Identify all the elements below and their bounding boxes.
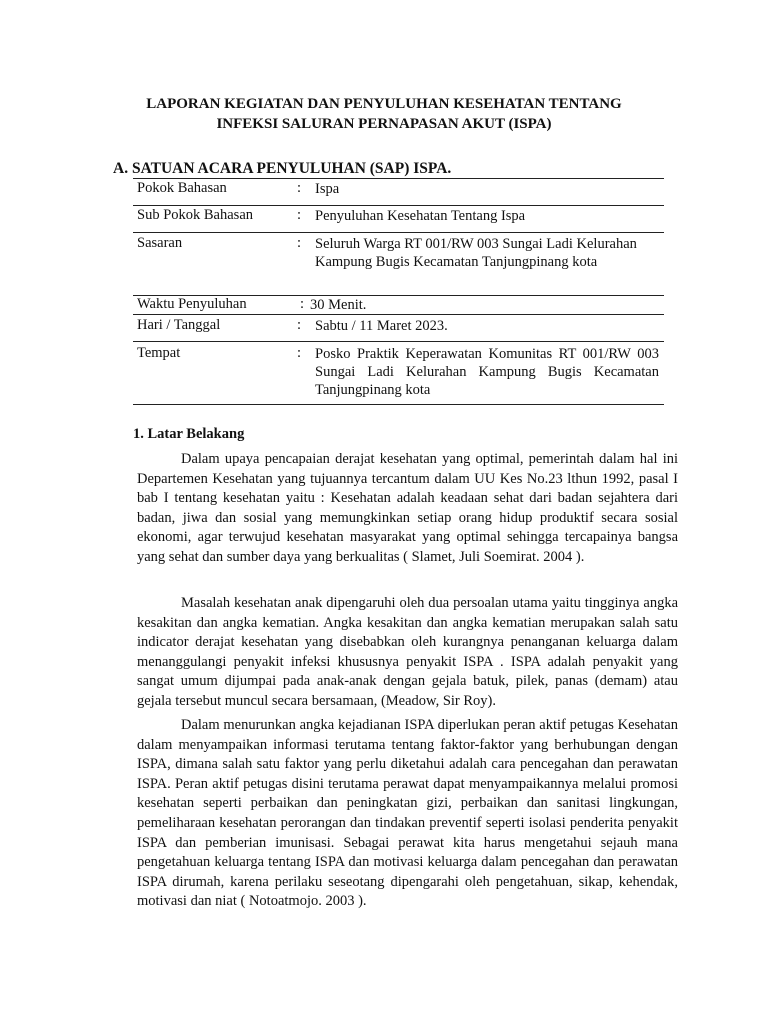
title-line-2: INFEKSI SALURAN PERNAPASAN AKUT (ISPA) [216,116,552,132]
subheading: 1. Latar Belakang [133,426,245,442]
title-line-1: LAPORAN KEGIATAN DAN PENYULUHAN KESEHATAN TENTANG [146,96,622,112]
paragraph: Dalam upaya pencapaian derajat kesehatan yang optimal, pemerintah dalam hal ini Departemen Kesehatan yang tujuannya tercantum dalam UU Kes No.23 lthun 1992, pasal I bab I tentang kesehatan yaitu : Kesehatan adalah keadaan sehat dari badan sejahtera dari badan, jiwa dan sosial yang memungkinkan setiap orang hidup produktif secara sosial ekonomi, agar terwujud kesehatan masyarakat yang optimal sehingga tercapainya bangsa yang sehat dan sumber daya yang berkualitas ( Slamet, Juli Soemirat. 2004 ). [137,451,678,565]
table-value: Sabtu / 11 Maret 2023. [315,318,448,334]
document-title [0,94,768,134]
table-value: Posko Praktik Keperawatan Komunitas RT 001/RW 003 Sungai Ladi Kelurahan Kampung Bugis Kecamatan Tanjungpinang kota [315,346,659,398]
paragraph: Dalam menurunkan angka kejadianan ISPA diperlukan peran aktif petugas Kesehatan dalam menyampaikan informasi terutama tentang faktor-faktor yang berhubungan dengan ISPA, dimana salah satu faktor yang perlu diketahui adalah cara pencegahan dan perawatan ISPA. Peran aktif petugas disini terutama perawat dapat menyampaikannya melalui promosi kesehatan seperti perbaikan dan peningkatan gizi, perbaikan dan sanitasi lingkungan, pemeliharaan kesehatan perorangan dan tindakan preventif seperti isolasi penderita penyakit ISPA dan pemberian imunisasi. Sebagai perawat kita harus mengetahui sejauh mana pengetahuan keluarga tentang ISPA dan motivasi keluarga dalam pencegahan dan perawatan ISPA dirumah, karena perilaku seseotang dipengarahi oleh pengetahuan, sikap, kehendak, motivasi dan niat ( Notoatmojo. 2003 ). [137,717,678,910]
table-value: Ispa [315,181,340,197]
table-colon: : [297,345,302,361]
table-rule [133,232,664,233]
table-colon: : [297,207,302,223]
table-rule [133,404,664,405]
table-label: Pokok Bahasan [137,180,227,196]
table-label: Sasaran [137,235,183,251]
section-heading: A. SATUAN ACARA PENYULUHAN (SAP) ISPA. [113,160,452,177]
table-label: Tempat [137,345,181,361]
table-value: Penyuluhan Kesehatan Tentang Ispa [315,208,526,224]
paragraph: Masalah kesehatan anak dipengaruhi oleh dua persoalan utama yaitu tingginya angka kesakitan dan angka kematian. Angka kesakitan dan angka kematian merupakan salah satu indicator derajat kesehatan yang disebabkan oleh kurangnya penanganan keluarga dalam menanggulangi penyakit infeksi khususnya penyakit ISPA . ISPA adalah penyakit yang sangat umum dijumpai pada anak-anak dengan gejala batuk, pilek, panas (demam) atau gejala tersebut muncul secara bersamaan, (Meadow, Sir Roy). [137,595,678,709]
table-colon: : [297,317,302,333]
table-rule [133,341,664,342]
table-value: Seluruh Warga RT 001/RW 003 Sungai Ladi Kelurahan Kampung Bugis Kecamatan Tanjungpinang kota [315,236,637,270]
table-value: 30 Menit. [310,297,367,313]
table-rule [133,178,664,179]
table-colon: : [297,235,302,251]
table-label: Sub Pokok Bahasan [137,207,253,223]
table-rule [133,205,664,206]
table-label: Hari / Tanggal [137,317,221,333]
table-label: Waktu Penyuluhan [137,296,247,312]
table-rule [133,314,664,315]
table-colon: : [300,296,305,312]
table-colon: : [297,180,302,196]
